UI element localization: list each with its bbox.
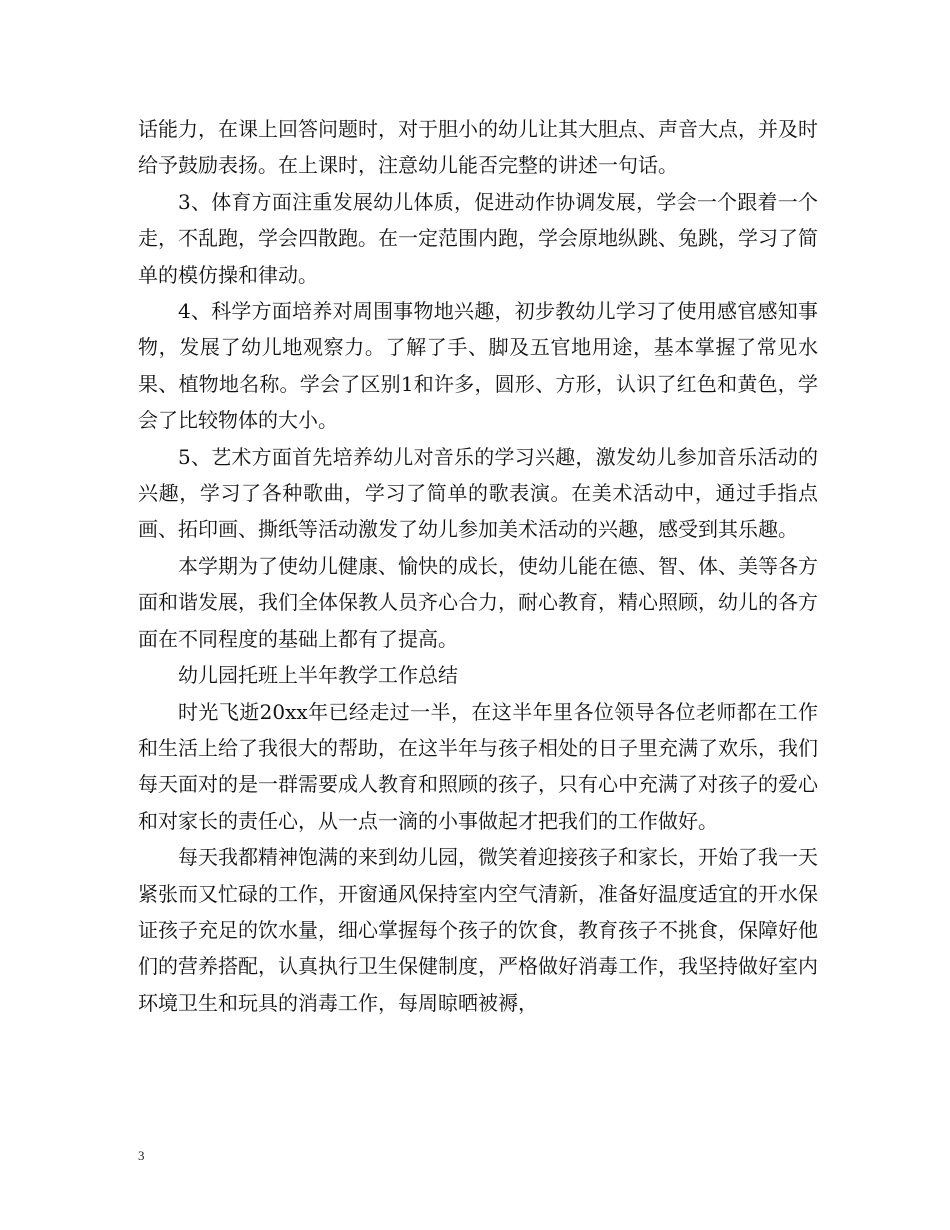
document-body [138, 111, 818, 1021]
section-heading: 幼儿园托班上半年教学工作总结 [178, 663, 458, 688]
paragraph-7: 每天我都精神饱满的来到幼儿园，微笑着迎接孩子和家长，开始了我一天紧张而又忙碌的工作，开窗通风保持室内空气清新，准备好温度适宜的开水保证孩子充足的饮水量，细心掌握每个孩子的饮食，教育孩子不挑食，保障好他们的营养搭配，认真执行卫生保健制度，严格做好消毒工作，我坚持做好室内环境卫生和玩具的消毒工作，每周晾晒被褥， [138, 845, 818, 1015]
paragraph-4: 5、艺术方面首先培养幼儿对音乐的学习兴趣，激发幼儿参加音乐活动的兴趣，学习了各种歌曲，学习了简单的歌表演。在美术活动中，通过手指点画、拓印画、撕纸等活动激发了幼儿参加美术活动的兴趣，感受到其乐趣。 [138, 444, 818, 542]
page-number: 3 [138, 1148, 145, 1163]
paragraph-2: 3、体育方面注重发展幼儿体质，促进动作协调发展，学会一个跟着一个走，不乱跑，学会四散跑。在一定范围内跑，学会原地纵跳、兔跳，学习了简单的模仿操和律动。 [138, 189, 818, 287]
paragraph-6: 时光飞逝20xx年已经走过一半，在这半年里各位领导各位老师都在工作和生活上给了我很大的帮助，在这半年与孩子相处的日子里充满了欢乐，我们每天面对的是一群需要成人教育和照顾的孩子，只有心中充满了对孩子的爱心和对家长的责任心，从一点一滴的小事做起才把我们的工作做好。 [138, 699, 818, 833]
paragraph-5: 本学期为了使幼儿健康、愉快的成长，使幼儿能在德、智、体、美等各方面和谐发展，我们全体保教人员齐心合力，耐心教育，精心照顾，幼儿的各方面在不同程度的基础上都有了提高。 [138, 553, 818, 651]
paragraph-1: 话能力，在课上回答问题时，对于胆小的幼儿让其大胆点、声音大点，并及时给予鼓励表扬。在上课时，注意幼儿能否完整的讲述一句话。 [138, 117, 818, 178]
paragraph-3: 4、科学方面培养对周围事物地兴趣，初步教幼儿学习了使用感官感知事物，发展了幼儿地观察力。了解了手、脚及五官地用途，基本掌握了常见水果、植物地名称。学会了区别1和许多，圆形、方形，认识了红色和黄色，学会了比较物体的大小。 [138, 299, 818, 433]
